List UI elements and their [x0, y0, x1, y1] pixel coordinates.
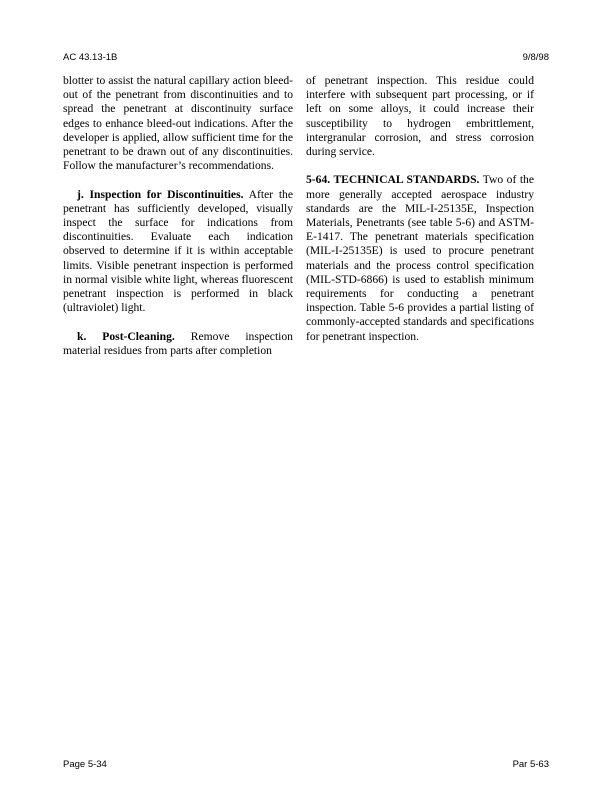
- paragraph-k-text: Remove inspection material residues from parts after completion: [63, 329, 293, 357]
- paragraph-j-text: After the penetrant has sufficiently developed, visually inspect the surface for indications from discontinuities. Evaluate each indication observed to determine if it is within acceptable limits. Visible penetrant inspection is performed in normal visible white light, whereas fluorescent penetrant inspection is performed in black (ultraviolet) light.: [63, 187, 294, 315]
- header-date: 9/8/98: [522, 52, 549, 63]
- left-column: [63, 74, 293, 372]
- paragraph-k-heading: k. Post-Cleaning.: [77, 329, 175, 343]
- header-doc-id: AC 43.13-1B: [63, 52, 118, 63]
- section-5-64: [306, 173, 534, 343]
- intro-paragraph: blotter to assist the natural capillary action bleed-out of the penetrant from discontinuities and to spread the penetrant at discontinuity surface edges to enhance bleed-out indications. After the developer is applied, allow sufficient time for the penetrant to be drawn out of any discontinuities. Follow the manufacturer’s recommendations.: [63, 74, 293, 173]
- paragraph-j: [63, 188, 293, 316]
- section-5-64-heading: 5-64. TECHNICAL STANDARDS.: [306, 173, 480, 187]
- paragraph-k: [63, 330, 293, 358]
- footer-paragraph-ref: Par 5-63: [512, 759, 549, 770]
- footer-page-number: Page 5-34: [63, 759, 107, 770]
- paragraph-j-heading: j. Inspection for Discontinuities.: [77, 187, 244, 201]
- section-5-64-text: Two of the more generally accepted aerospace industry standards are the MIL-I-25135E, Inspection Materials, Penetrants (see table 5-6) and ASTM-E-1417. The penetrant materials specification (MIL-I-25135E) is used to procure penetrant materials and the process control specification (MIL-STD-6866) is used to establish minimum requirements for conducting a penetrant inspection. Table 5-6 provides a partial listing of commonly-accepted standards and specifications for penetrant inspection.: [306, 173, 535, 343]
- continuation-paragraph: of penetrant inspection. This residue could interfere with subsequent part processing, or if left on some alloys, it could increase their susceptibility to hydrogen embrittlement, intergranular corrosion, and stress corrosion during service.: [306, 74, 534, 159]
- right-column: [306, 74, 534, 358]
